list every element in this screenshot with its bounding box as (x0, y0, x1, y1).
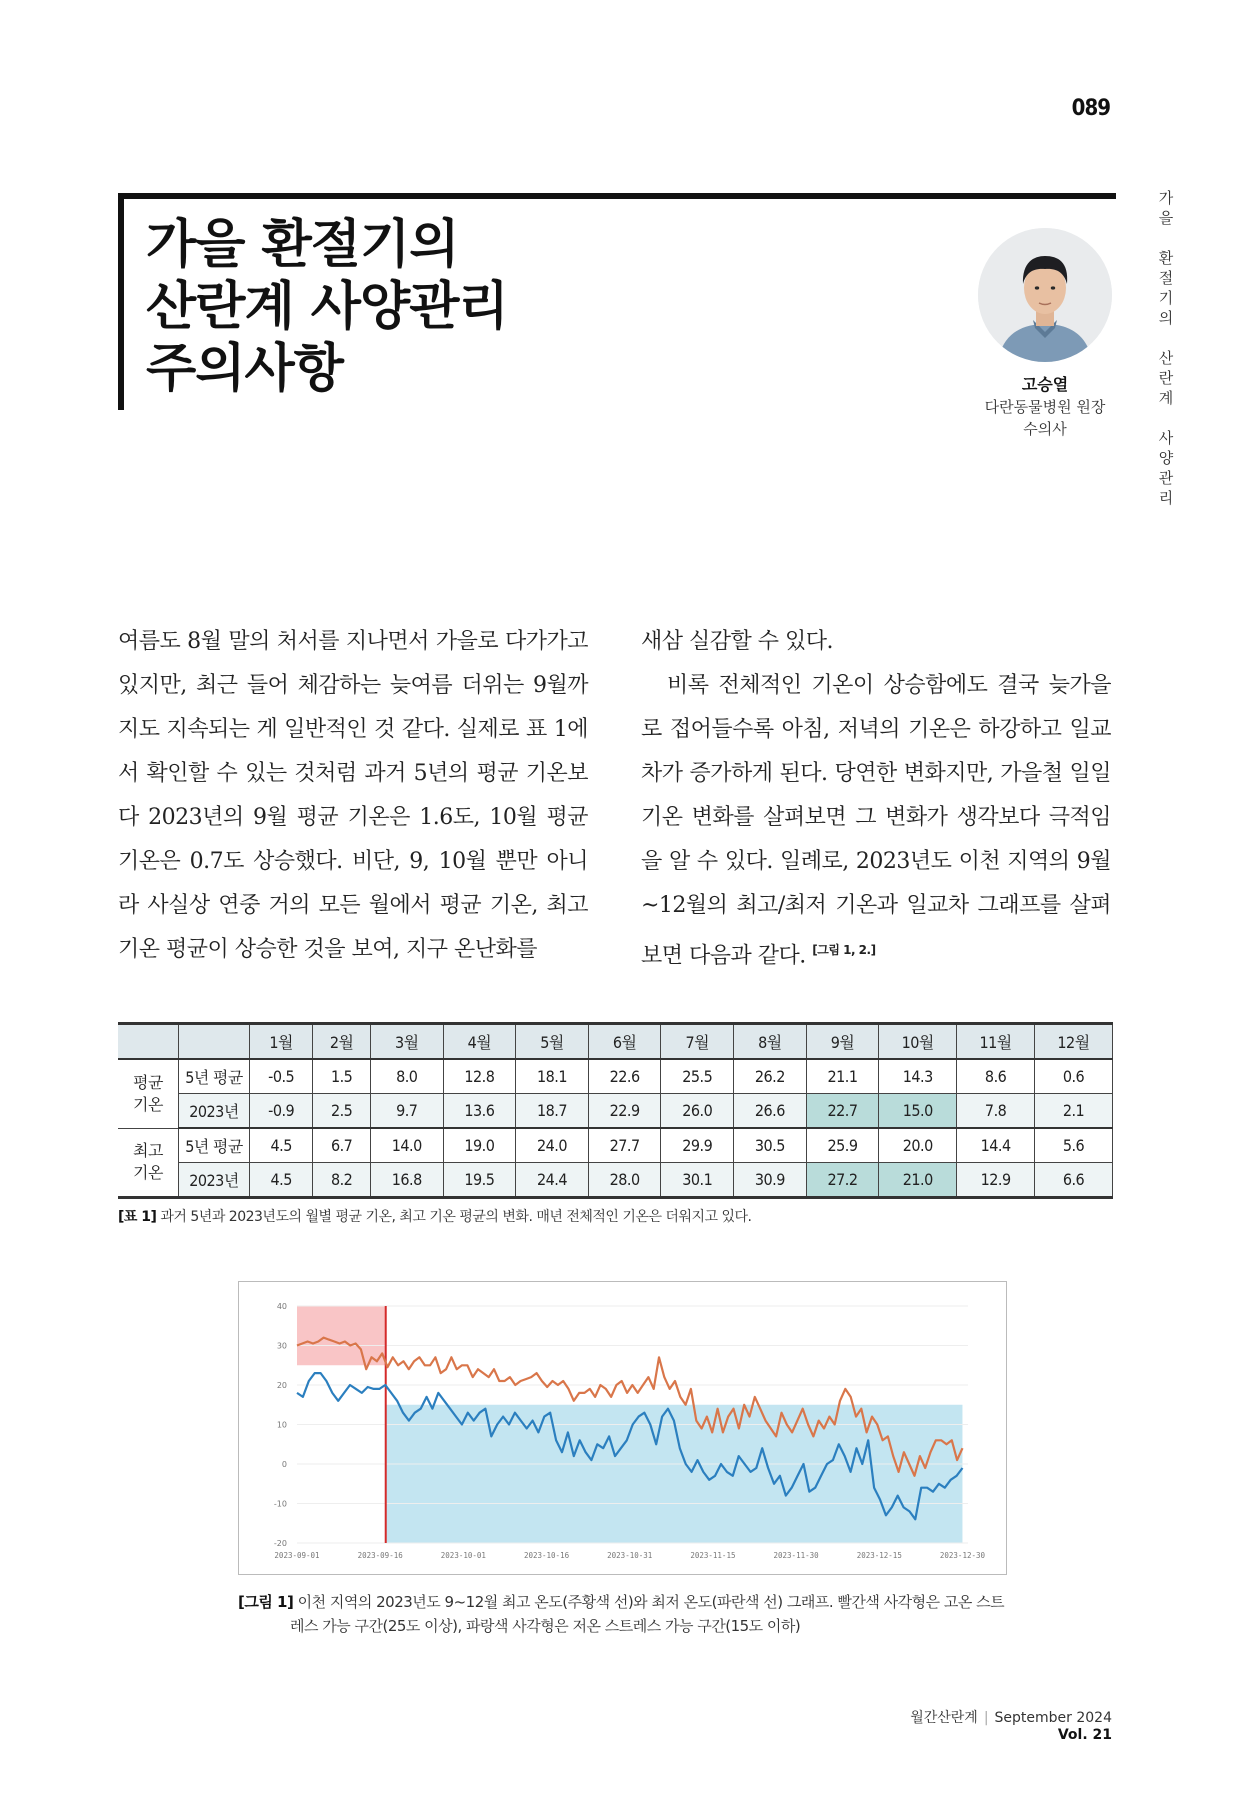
body-paragraph: 여름도 8월 말의 처서를 지나면서 가을로 다가가고 있지만, 최근 들어 체감하는 늦여름 더위는 9월까지도 지속되는 게 일반적인 것 같다. 실제로 표 1에서 확인할 수 있는 것처럼 과거 5년의 평균 기온보다 2023년의 9월 평균 기온은 1.6도, 10월 평균 기온은 0.7도 상승했다. 비단, 9, 10월 뿐만 아니라 사실상 연중 거의 모든 월에서 평균 기온, 최고 기온 평균이 상승한 것을 보여, 지구 온난화를 (118, 629, 588, 962)
table-cell: 4.5 (250, 1128, 313, 1163)
side-title-char: 양 (1158, 449, 1174, 467)
page-footer (880, 1707, 1112, 1743)
group-label-line: 평균 (133, 1072, 163, 1092)
title-line: 산란계 사양관리 (146, 277, 508, 337)
table-cell: 8.2 (313, 1163, 371, 1198)
table-cell: 14.4 (957, 1128, 1035, 1163)
side-title-char: 을 (1158, 209, 1174, 227)
table-cell: 20.0 (879, 1128, 957, 1163)
table-caption-text: 과거 5년과 2023년도의 월별 평균 기온, 최고 기온 평균의 변화. 매년 전체적인 기온은 더워지고 있다. (160, 1209, 752, 1225)
figure-caption (238, 1590, 1018, 1638)
figure-caption-line: 이천 지역의 2023년도 9~12월 최고 온도(주황색 선)와 최저 온도(파란색 선) 그래프. 빨간색 사각형은 고온 스트 (297, 1593, 1005, 1611)
month-header: 7월 (661, 1024, 734, 1060)
row-group-label (118, 1128, 179, 1198)
table-row (118, 1163, 1113, 1198)
table-cell: 28.0 (588, 1163, 661, 1198)
x-tick-label: 2023-12-15 (856, 1551, 902, 1560)
table-cell: 24.0 (516, 1128, 589, 1163)
high-stress-zone (297, 1306, 386, 1365)
y-tick-label: -10 (273, 1499, 287, 1509)
table-cell: 26.6 (734, 1094, 807, 1129)
month-header: 12월 (1035, 1024, 1113, 1060)
table-cell: 18.7 (516, 1094, 589, 1129)
month-header: 8월 (734, 1024, 807, 1060)
table-cell: 6.6 (1035, 1163, 1113, 1198)
table-cell: 30.1 (661, 1163, 734, 1198)
table-cell: 29.9 (661, 1128, 734, 1163)
month-header: 9월 (806, 1024, 879, 1060)
table-cell: 8.0 (370, 1059, 443, 1094)
figure-caption-line: 레스 가능 구간(25도 이상), 파랑색 사각형은 저온 스트레스 가능 구간(15도 이하) (290, 1617, 801, 1635)
side-title-char: 의 (1158, 309, 1174, 327)
table-header-row (118, 1024, 1113, 1060)
body-paragraph (641, 664, 1111, 978)
author-name: 고승열 (1021, 375, 1069, 394)
table-cell: 22.9 (588, 1094, 661, 1129)
table-cell: 14.0 (370, 1128, 443, 1163)
table-cell: 22.7 (806, 1094, 879, 1129)
table-cell: 25.5 (661, 1059, 734, 1094)
title-bar (118, 193, 124, 410)
table-cell: 16.8 (370, 1163, 443, 1198)
row-label: 5년 평균 (179, 1128, 250, 1163)
table-cell: 2.1 (1035, 1094, 1113, 1129)
table-cell: 5.6 (1035, 1128, 1113, 1163)
table-cell: 26.2 (734, 1059, 807, 1094)
figure-reference: [그림 1, 2.] (812, 943, 876, 957)
magazine-name: 월간산란계 (910, 1710, 978, 1726)
issue-volume: Vol. 21 (1057, 1727, 1112, 1743)
side-title-char: 란 (1158, 369, 1174, 387)
table-cell: 25.9 (806, 1128, 879, 1163)
side-title-char: 계 (1158, 389, 1174, 407)
side-title-char: 리 (1158, 489, 1174, 507)
issue-date: September 2024 (994, 1710, 1112, 1726)
side-title-char: 절 (1158, 269, 1174, 287)
table-cell: 21.1 (806, 1059, 879, 1094)
side-title-char (1155, 228, 1177, 248)
y-tick-label: 40 (276, 1302, 287, 1311)
x-tick-label: 2023-10-31 (607, 1551, 653, 1560)
figure-caption-label: [그림 1] (238, 1593, 294, 1611)
side-title-char: 산 (1158, 349, 1174, 367)
month-header: 4월 (443, 1024, 516, 1060)
side-running-title (1155, 188, 1177, 508)
group-label-line: 기온 (133, 1094, 163, 1114)
body-column-right (641, 620, 1111, 978)
y-tick-label: 30 (276, 1341, 287, 1351)
side-title-char: 기 (1158, 289, 1174, 307)
table-cell: 8.6 (957, 1059, 1035, 1094)
table-cell: -0.9 (250, 1094, 313, 1129)
table-cell: 1.5 (313, 1059, 371, 1094)
side-title-char: 환 (1158, 249, 1174, 267)
x-tick-label: 2023-09-01 (274, 1551, 320, 1560)
month-header: 10월 (879, 1024, 957, 1060)
row-group-label (118, 1059, 179, 1128)
table-row (118, 1094, 1113, 1129)
footer-divider: | (983, 1710, 989, 1726)
table-cell: 26.0 (661, 1094, 734, 1129)
month-header: 1월 (250, 1024, 313, 1060)
month-header: 5월 (516, 1024, 589, 1060)
x-tick-label: 2023-12-30 (939, 1551, 986, 1560)
x-tick-label: 2023-11-15 (690, 1551, 736, 1560)
side-title-char: 사 (1158, 429, 1174, 447)
side-title-char: 관 (1158, 469, 1174, 487)
table-cell: 21.0 (879, 1163, 957, 1198)
table-cell: 15.0 (879, 1094, 957, 1129)
table-cell: 30.5 (734, 1128, 807, 1163)
x-tick-label: 2023-10-16 (523, 1551, 570, 1560)
table-cell: 13.6 (443, 1094, 516, 1129)
author-position: 다란동물병원 원장 (984, 398, 1106, 416)
group-label-line: 기온 (133, 1163, 163, 1183)
table-cell: 18.1 (516, 1059, 589, 1094)
table-corner (118, 1024, 179, 1060)
side-title-char (1155, 408, 1177, 428)
row-label: 2023년 (179, 1094, 250, 1129)
title-line: 가을 환절기의 (146, 215, 459, 275)
table-corner (179, 1024, 250, 1060)
month-header: 3월 (370, 1024, 443, 1060)
table-cell: -0.5 (250, 1059, 313, 1094)
month-header: 6월 (588, 1024, 661, 1060)
side-title-char: 가 (1158, 189, 1174, 207)
y-tick-label: 20 (276, 1381, 287, 1390)
table-cell: 7.8 (957, 1094, 1035, 1129)
table-cell: 0.6 (1035, 1059, 1113, 1094)
table-cell: 27.2 (806, 1163, 879, 1198)
x-tick-label: 2023-10-01 (440, 1551, 486, 1560)
table-cell: 6.7 (313, 1128, 371, 1163)
side-title-char (1155, 328, 1177, 348)
table-caption-label: [표 1] (118, 1209, 157, 1225)
y-tick-label: 0 (281, 1460, 287, 1469)
table-cell: 14.3 (879, 1059, 957, 1094)
temperature-table (118, 1022, 1113, 1199)
table-cell: 27.7 (588, 1128, 661, 1163)
author-photo (978, 228, 1112, 362)
author-info (960, 374, 1130, 440)
table-caption (118, 1206, 751, 1226)
y-tick-label: -20 (273, 1539, 287, 1548)
table-cell: 12.8 (443, 1059, 516, 1094)
table-cell: 24.4 (516, 1163, 589, 1198)
header-rule (118, 193, 1116, 199)
temperature-chart (238, 1281, 1007, 1575)
table-cell: 19.0 (443, 1128, 516, 1163)
title-line: 주의사항 (146, 339, 343, 399)
y-tick-label: 10 (276, 1420, 287, 1430)
x-tick-label: 2023-11-30 (773, 1551, 819, 1560)
row-label: 2023년 (179, 1163, 250, 1198)
table-cell: 2.5 (313, 1094, 371, 1129)
page-number: 089 (1071, 96, 1110, 121)
article-title (146, 214, 508, 400)
table-row (118, 1128, 1113, 1163)
table-cell: 4.5 (250, 1163, 313, 1198)
group-label-line: 최고 (133, 1141, 163, 1161)
body-column-left (118, 620, 588, 972)
body-text: 비록 전체적인 기온이 상승함에도 결국 늦가을로 접어들수록 아침, 저녁의 기온은 하강하고 일교차가 증가하게 된다. 당연한 변화지만, 가을철 일일 기온 변화를 살펴보면 그 변화가 생각보다 극적임을 알 수 있다. 일례로, 2023년도 이천 지역의 9월~12월의 최고/최저 기온과 일교차 그래프를 살펴보면 다음과 같다. (641, 673, 1111, 969)
table-cell: 22.6 (588, 1059, 661, 1094)
month-header: 11월 (957, 1024, 1035, 1060)
table-cell: 30.9 (734, 1163, 807, 1198)
table-cell: 19.5 (443, 1163, 516, 1198)
author-role: 수의사 (1023, 420, 1067, 438)
row-label: 5년 평균 (179, 1059, 250, 1094)
chart-canvas (239, 1282, 1006, 1574)
table-cell: 12.9 (957, 1163, 1035, 1198)
body-paragraph: 새삼 실감할 수 있다. (641, 629, 833, 654)
table-cell: 9.7 (370, 1094, 443, 1129)
x-tick-label: 2023-09-16 (357, 1551, 403, 1560)
month-header: 2월 (313, 1024, 371, 1060)
table-row (118, 1059, 1113, 1094)
